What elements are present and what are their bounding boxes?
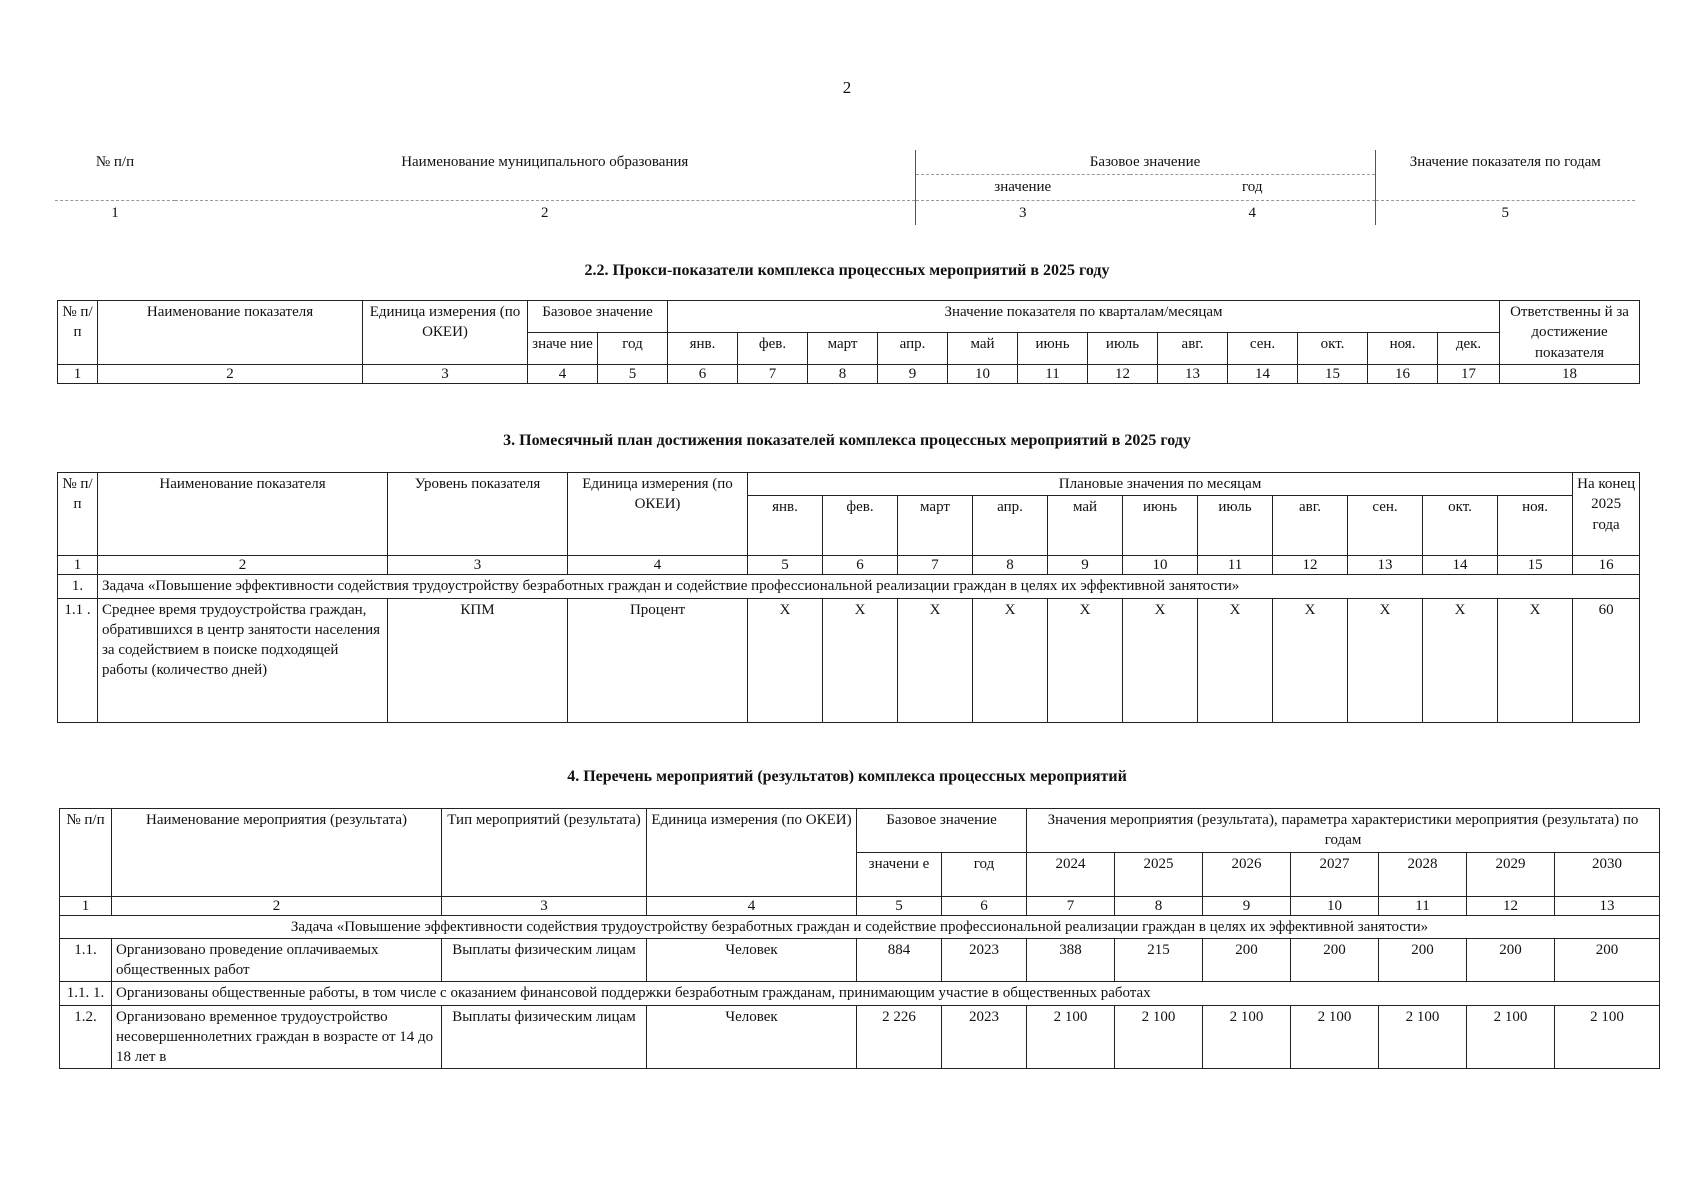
- t4-year: 2025: [1115, 852, 1203, 896]
- t3-colnum: 14: [1423, 556, 1498, 575]
- t4-row-base-year: 2023: [942, 1005, 1027, 1069]
- t3-colnum: 15: [1498, 556, 1573, 575]
- t22-colnum: 2: [98, 364, 363, 383]
- t3-row-value: X: [1423, 598, 1498, 722]
- t22-h-base-val: значе ние: [528, 332, 598, 364]
- t22-h-resp: Ответственны й за достижение показателя: [1500, 301, 1640, 365]
- t22-h-base: Базовое значение: [528, 301, 668, 333]
- t22-h-num: № п/ п: [58, 301, 98, 365]
- t3-colnum: 2: [98, 556, 388, 575]
- t4-colnum: 7: [1027, 896, 1115, 915]
- t22-colnum: 1: [58, 364, 98, 383]
- t3-h-end: На конец 2025 года: [1573, 473, 1640, 556]
- t22-h-base-year: год: [598, 332, 668, 364]
- t3-row-value: X: [1198, 598, 1273, 722]
- t3-h-plan: Плановые значения по месяцам: [748, 473, 1573, 496]
- t3-task-text: Задача «Повышение эффективности содействия трудоустройству безработных граждан и содействие профессиональной реализации граждан в целях их эффективной занятости»: [98, 575, 1640, 598]
- t4-h-base-val: значени е: [857, 852, 942, 896]
- t22-month: дек.: [1438, 332, 1500, 364]
- header-num-5: 5: [1375, 200, 1635, 225]
- t4-h-base-year: год: [942, 852, 1027, 896]
- t4-colnum: 11: [1379, 896, 1467, 915]
- t4-row-value: 200: [1467, 938, 1555, 982]
- header-sub-year: год: [1242, 179, 1263, 196]
- t22-month: апр.: [878, 332, 948, 364]
- header-sub-value: значение: [915, 175, 1130, 200]
- t3-row-value: X: [973, 598, 1048, 722]
- t3-colnum: 7: [898, 556, 973, 575]
- measures-table: [59, 808, 1660, 1069]
- monthly-plan-table: [57, 472, 1640, 723]
- t3-colnum: 5: [748, 556, 823, 575]
- t3-month: янв.: [748, 496, 823, 556]
- t22-colnum: 18: [1500, 364, 1640, 383]
- t22-month: июль: [1088, 332, 1158, 364]
- t3-month: авг.: [1273, 496, 1348, 556]
- t4-row-type: Выплаты физическим лицам: [442, 938, 647, 982]
- t3-colnum: 10: [1123, 556, 1198, 575]
- t4-row-value: 200: [1203, 938, 1291, 982]
- t22-month: сен.: [1228, 332, 1298, 364]
- t4-row-num: 1.1.: [60, 938, 112, 982]
- t4-h-type: Тип мероприятий (результата): [442, 809, 647, 897]
- t3-row-value: X: [1348, 598, 1423, 722]
- t3-colnum: 3: [388, 556, 568, 575]
- t4-colnum: 4: [647, 896, 857, 915]
- t3-row-num: 1.1 .: [58, 598, 98, 722]
- t4-year: 2027: [1291, 852, 1379, 896]
- t4-row-base-val: 2 226: [857, 1005, 942, 1069]
- t3-month: апр.: [973, 496, 1048, 556]
- section-2-2-title: 2.2. Прокси-показатели комплекса процессных мероприятий в 2025 году: [584, 262, 1110, 279]
- t4-colnum: 9: [1203, 896, 1291, 915]
- t4-h-num: № п/п: [60, 809, 112, 897]
- t4-h-name: Наименование мероприятия (результата): [112, 809, 442, 897]
- t22-colnum: 14: [1228, 364, 1298, 383]
- t4-colnum: 2: [112, 896, 442, 915]
- t3-h-name: Наименование показателя: [98, 473, 388, 556]
- t4-row-value: 2 100: [1467, 1005, 1555, 1069]
- t3-row-unit: Процент: [568, 598, 748, 722]
- t3-month: ноя.: [1498, 496, 1573, 556]
- t22-h-name: Наименование показателя: [98, 301, 363, 365]
- t4-year: 2026: [1203, 852, 1291, 896]
- t4-subrow-text: Организованы общественные работы, в том числе с оказанием финансовой поддержки безработным гражданам, принимающим участие в общественных работах: [112, 982, 1660, 1005]
- t4-year: 2030: [1555, 852, 1660, 896]
- t22-month: март: [808, 332, 878, 364]
- t4-row-value: 215: [1115, 938, 1203, 982]
- t4-row-unit: Человек: [647, 1005, 857, 1069]
- t4-row-value: 200: [1291, 938, 1379, 982]
- t3-h-num: № п/ п: [58, 473, 98, 556]
- t22-colnum: 12: [1088, 364, 1158, 383]
- t4-colnum: 6: [942, 896, 1027, 915]
- t3-row-value: X: [1273, 598, 1348, 722]
- t22-colnum: 4: [528, 364, 598, 383]
- t22-month: ноя.: [1368, 332, 1438, 364]
- t3-colnum: 1: [58, 556, 98, 575]
- header-col-base: Базовое значение: [915, 150, 1375, 175]
- header-col-value: Значение показателя по годам: [1375, 150, 1635, 200]
- t4-row-type: Выплаты физическим лицам: [442, 1005, 647, 1069]
- t4-row-base-val: 884: [857, 938, 942, 982]
- t22-h-unit: Единица измерения (по ОКЕИ): [363, 301, 528, 365]
- t22-month: июнь: [1018, 332, 1088, 364]
- proxy-indicators-table: [57, 300, 1640, 384]
- t3-colnum: 8: [973, 556, 1048, 575]
- t4-colnum: 3: [442, 896, 647, 915]
- t4-colnum: 13: [1555, 896, 1660, 915]
- header-num-2: 2: [175, 200, 915, 225]
- t4-row-name: Организовано проведение оплачиваемых общественных работ: [112, 938, 442, 982]
- t4-colnum: 10: [1291, 896, 1379, 915]
- t4-row-value: 2 100: [1027, 1005, 1115, 1069]
- t3-colnum: 11: [1198, 556, 1273, 575]
- t22-month: май: [948, 332, 1018, 364]
- t3-month: март: [898, 496, 973, 556]
- t4-row-value: 200: [1379, 938, 1467, 982]
- t3-row-end: 60: [1573, 598, 1640, 722]
- t22-month: фев.: [738, 332, 808, 364]
- t4-row-value: 2 100: [1291, 1005, 1379, 1069]
- t4-colnum: 1: [60, 896, 112, 915]
- t4-colnum: 5: [857, 896, 942, 915]
- t22-colnum: 13: [1158, 364, 1228, 383]
- t22-colnum: 7: [738, 364, 808, 383]
- t22-colnum: 5: [598, 364, 668, 383]
- t3-month: сен.: [1348, 496, 1423, 556]
- page-number: 2: [842, 78, 852, 97]
- t4-row-name: Организовано временное трудоустройство несовершеннолетних граждан в возрасте от 14 до 18 лет в: [112, 1005, 442, 1069]
- t4-subrow-num: 1.1. 1.: [60, 982, 112, 1005]
- t22-colnum: 6: [668, 364, 738, 383]
- t22-colnum: 15: [1298, 364, 1368, 383]
- t3-h-unit: Единица измерения (по ОКЕИ): [568, 473, 748, 556]
- t4-task-text: Задача «Повышение эффективности содействия трудоустройству безработных граждан и содействие профессиональной реализации граждан в целях их эффективной занятости»: [60, 915, 1660, 938]
- header-col-name: Наименование муниципального образования: [401, 154, 689, 170]
- t3-colnum: 9: [1048, 556, 1123, 575]
- t3-month: фев.: [823, 496, 898, 556]
- header-num-4: 4: [1130, 200, 1375, 225]
- t4-h-base: Базовое значение: [857, 809, 1027, 853]
- t4-year: 2028: [1379, 852, 1467, 896]
- t4-row-value: 200: [1555, 938, 1660, 982]
- t22-h-values: Значение показателя по кварталам/месяцам: [668, 301, 1500, 333]
- t22-colnum: 17: [1438, 364, 1500, 383]
- t4-h-unit: Единица измерения (по ОКЕИ): [647, 809, 857, 897]
- section-3-title: 3. Помесячный план достижения показателей комплекса процессных мероприятий в 2025 году: [503, 432, 1191, 449]
- t4-row-unit: Человек: [647, 938, 857, 982]
- t4-colnum: 12: [1467, 896, 1555, 915]
- t22-month: янв.: [668, 332, 738, 364]
- t3-row-value: X: [1123, 598, 1198, 722]
- t4-row-value: 388: [1027, 938, 1115, 982]
- section-4-title: 4. Перечень мероприятий (результатов) комплекса процессных мероприятий: [567, 768, 1127, 785]
- t4-year: 2024: [1027, 852, 1115, 896]
- t4-row-value: 2 100: [1115, 1005, 1203, 1069]
- t22-month: авг.: [1158, 332, 1228, 364]
- t3-colnum: 16: [1573, 556, 1640, 575]
- t22-colnum: 3: [363, 364, 528, 383]
- t3-month: май: [1048, 496, 1123, 556]
- header-num-1: 1: [55, 200, 175, 225]
- t22-colnum: 10: [948, 364, 1018, 383]
- t3-month: июнь: [1123, 496, 1198, 556]
- t3-row-name: Среднее время трудоустройства граждан, обратившихся в центр занятости населения за содействием в поиске подходящей работы (количество дней): [98, 598, 388, 722]
- t3-row-value: X: [823, 598, 898, 722]
- t3-colnum: 12: [1273, 556, 1348, 575]
- t3-colnum: 6: [823, 556, 898, 575]
- t22-colnum: 8: [808, 364, 878, 383]
- t4-row-value: 2 100: [1203, 1005, 1291, 1069]
- t4-row-value: 2 100: [1379, 1005, 1467, 1069]
- t22-colnum: 9: [878, 364, 948, 383]
- t3-row-value: X: [898, 598, 973, 722]
- t3-month: июль: [1198, 496, 1273, 556]
- t4-row-value: 2 100: [1555, 1005, 1660, 1069]
- t3-row-value: X: [1048, 598, 1123, 722]
- t3-row-value: X: [748, 598, 823, 722]
- t4-year: 2029: [1467, 852, 1555, 896]
- t4-row-base-year: 2023: [942, 938, 1027, 982]
- t4-row-num: 1.2.: [60, 1005, 112, 1069]
- t3-colnum: 13: [1348, 556, 1423, 575]
- header-num-3: 3: [915, 200, 1130, 225]
- t3-row-level: КПМ: [388, 598, 568, 722]
- header-col-num: № п/п: [95, 154, 135, 170]
- t4-colnum: 8: [1115, 896, 1203, 915]
- t3-month: окт.: [1423, 496, 1498, 556]
- t22-colnum: 16: [1368, 364, 1438, 383]
- municipal-header-table: [55, 150, 1635, 225]
- t22-month: окт.: [1298, 332, 1368, 364]
- t3-colnum: 4: [568, 556, 748, 575]
- t3-row-value: X: [1498, 598, 1573, 722]
- t22-colnum: 11: [1018, 364, 1088, 383]
- t3-task-num: 1.: [58, 575, 98, 598]
- t3-h-level: Уровень показателя: [388, 473, 568, 556]
- t4-h-values: Значения мероприятия (результата), параметра характеристики мероприятия (результата) по годам: [1027, 809, 1660, 853]
